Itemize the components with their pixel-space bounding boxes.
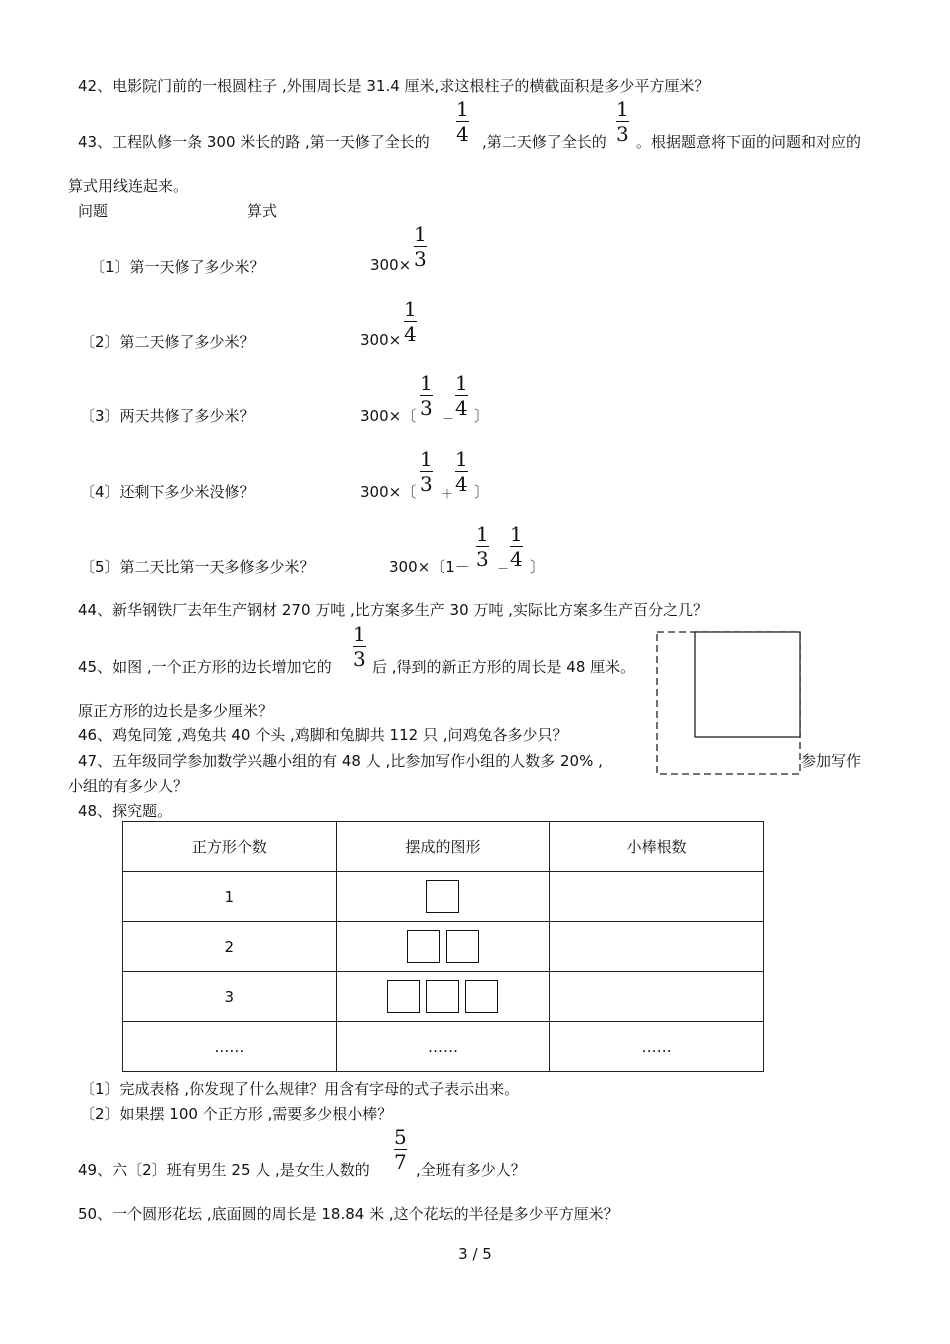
cell-sticks: …… xyxy=(550,1022,764,1072)
table-header-row xyxy=(123,822,764,872)
q43-item4-question: 〔4〕还剩下多少米没修？ xyxy=(80,483,255,501)
square-shape xyxy=(426,980,459,1013)
square-shape xyxy=(465,980,498,1013)
q43-item4-formula: 300×〔 xyxy=(360,483,417,501)
q43-text-line2: 算式用线连起来。 xyxy=(68,177,189,195)
cell-count: 2 xyxy=(123,922,337,972)
q49-text-part2: ,全班有多少人？ xyxy=(416,1161,526,1179)
q47-text-part1: 47、五年级同学参加数学兴趣小组的有 48 人 ,比参加写作小组的人数多 20% , xyxy=(78,752,603,770)
q43-text-part1: 43、工程队修一条 300 米长的路 ,第一天修了全长的 xyxy=(78,133,430,151)
q47-text-part2: 参加写作 xyxy=(801,752,862,770)
square-shape xyxy=(446,930,479,963)
q43-item3-suffix: 〕 xyxy=(474,407,490,425)
q43-text-part2: ,第二天修了全长的 xyxy=(482,133,607,151)
header-figure: 摆成的图形 xyxy=(336,822,550,872)
square-shape xyxy=(387,980,420,1013)
cell-sticks xyxy=(550,922,764,972)
q43-item3-formula: 300×〔 xyxy=(360,407,417,425)
q43-item1-fraction: 1 3 xyxy=(414,222,427,271)
q43-item4-fraction-b: 1 4 xyxy=(455,447,468,496)
q43-item4-operator: ＋ xyxy=(441,487,454,501)
frac-num: 1 xyxy=(616,97,629,121)
q47-text-line2: 小组的有多少人？ xyxy=(68,777,189,795)
header-square-count: 正方形个数 xyxy=(123,822,337,872)
frac-den: 3 xyxy=(616,122,629,146)
q43-item1-question: 〔1〕第一天修了多少米？ xyxy=(90,258,265,276)
q43-item2-question: 〔2〕第二天修了多少米？ xyxy=(80,333,255,351)
table-row xyxy=(123,1022,764,1072)
q43-item4-fraction-a: 1 3 xyxy=(420,447,433,496)
q49-fraction: 5 7 xyxy=(394,1125,407,1174)
table-row xyxy=(123,972,764,1022)
q43-item5-question: 〔5〕第二天比第一天多修多少米？ xyxy=(80,558,315,576)
page-number: 3 / 5 xyxy=(458,1245,492,1263)
q43-item3-question: 〔3〕两天共修了多少米？ xyxy=(80,407,255,425)
cell-count: …… xyxy=(123,1022,337,1072)
square-shape xyxy=(407,930,440,963)
q43-item5-operator: － xyxy=(497,562,510,576)
cell-count: 1 xyxy=(123,872,337,922)
q45-fraction: 1 3 xyxy=(353,622,366,671)
q46-text: 46、鸡兔同笼 ,鸡兔共 40 个头 ,鸡脚和兔脚共 112 只 ,问鸡兔各多少只？ xyxy=(78,726,568,744)
table-row xyxy=(123,922,764,972)
q43-header-formula: 算式 xyxy=(247,202,278,220)
q43-item4-suffix: 〕 xyxy=(474,483,490,501)
q43-item5-fraction-a: 1 3 xyxy=(476,522,489,571)
square-shape xyxy=(426,880,459,913)
q49-text-part1: 49、六〔2〕班有男生 25 人 ,是女生人数的 xyxy=(78,1161,370,1179)
original-square xyxy=(695,632,800,737)
q43-item3-fraction-b: 1 4 xyxy=(455,371,468,420)
exploration-table xyxy=(122,821,764,1072)
cell-count: 3 xyxy=(123,972,337,1022)
q43-text-part3: 。根据题意将下面的问题和对应的 xyxy=(636,133,862,151)
q43-item1-formula: 300× xyxy=(370,256,412,274)
header-stick-count: 小棒根数 xyxy=(550,822,764,872)
q45-text-line2: 原正方形的边长是多少厘米？ xyxy=(78,702,274,720)
q43-item5-fraction-b: 1 4 xyxy=(510,522,523,571)
q50-text: 50、一个圆形花坛 ,底面圆的周长是 18.84 米 ,这个花坛的半径是多少平方厘米？ xyxy=(78,1205,619,1223)
q43-item3-fraction-a: 1 3 xyxy=(420,371,433,420)
q43-item3-operator: － xyxy=(442,412,455,426)
frac-num: 1 xyxy=(456,97,469,121)
square-figure xyxy=(650,628,810,780)
q44-text: 44、新华钢铁厂去年生产钢材 270 万吨 ,比方案多生产 30 万吨 ,实际比方案多生产百分之几？ xyxy=(78,601,708,619)
cell-figure xyxy=(336,872,550,922)
q43-item5-formula: 300×〔1－ xyxy=(389,558,470,576)
q48-sub2: 〔2〕如果摆 100 个正方形 ,需要多少根小棒？ xyxy=(80,1105,393,1123)
q45-text-part1: 45、如图 ,一个正方形的边长增加它的 xyxy=(78,658,332,676)
cell-sticks xyxy=(550,972,764,1022)
q45-text-part2: 后 ,得到的新正方形的周长是 48 厘米。 xyxy=(372,658,636,676)
cell-figure xyxy=(336,972,550,1022)
q48-sub1: 〔1〕完成表格 ,你发现了什么规律？用含有字母的式子表示出来。 xyxy=(80,1080,520,1098)
q43-item5-suffix: 〕 xyxy=(530,558,546,576)
q43-fraction-2 xyxy=(616,98,629,145)
q43-fraction-1 xyxy=(456,98,469,145)
cell-sticks xyxy=(550,872,764,922)
q43-header-question: 问题 xyxy=(78,202,109,220)
table-row xyxy=(123,872,764,922)
q43-item2-fraction: 1 4 xyxy=(404,297,417,346)
frac-den: 4 xyxy=(456,122,469,146)
q48-title: 48、探究题。 xyxy=(78,802,173,820)
cell-figure xyxy=(336,922,550,972)
q42-text: 42、电影院门前的一根圆柱子 ,外围周长是 31.4 厘米,求这根柱子的横截面积是多少平方厘米？ xyxy=(78,77,710,95)
q43-item2-formula: 300× xyxy=(360,331,402,349)
cell-figure: …… xyxy=(336,1022,550,1072)
